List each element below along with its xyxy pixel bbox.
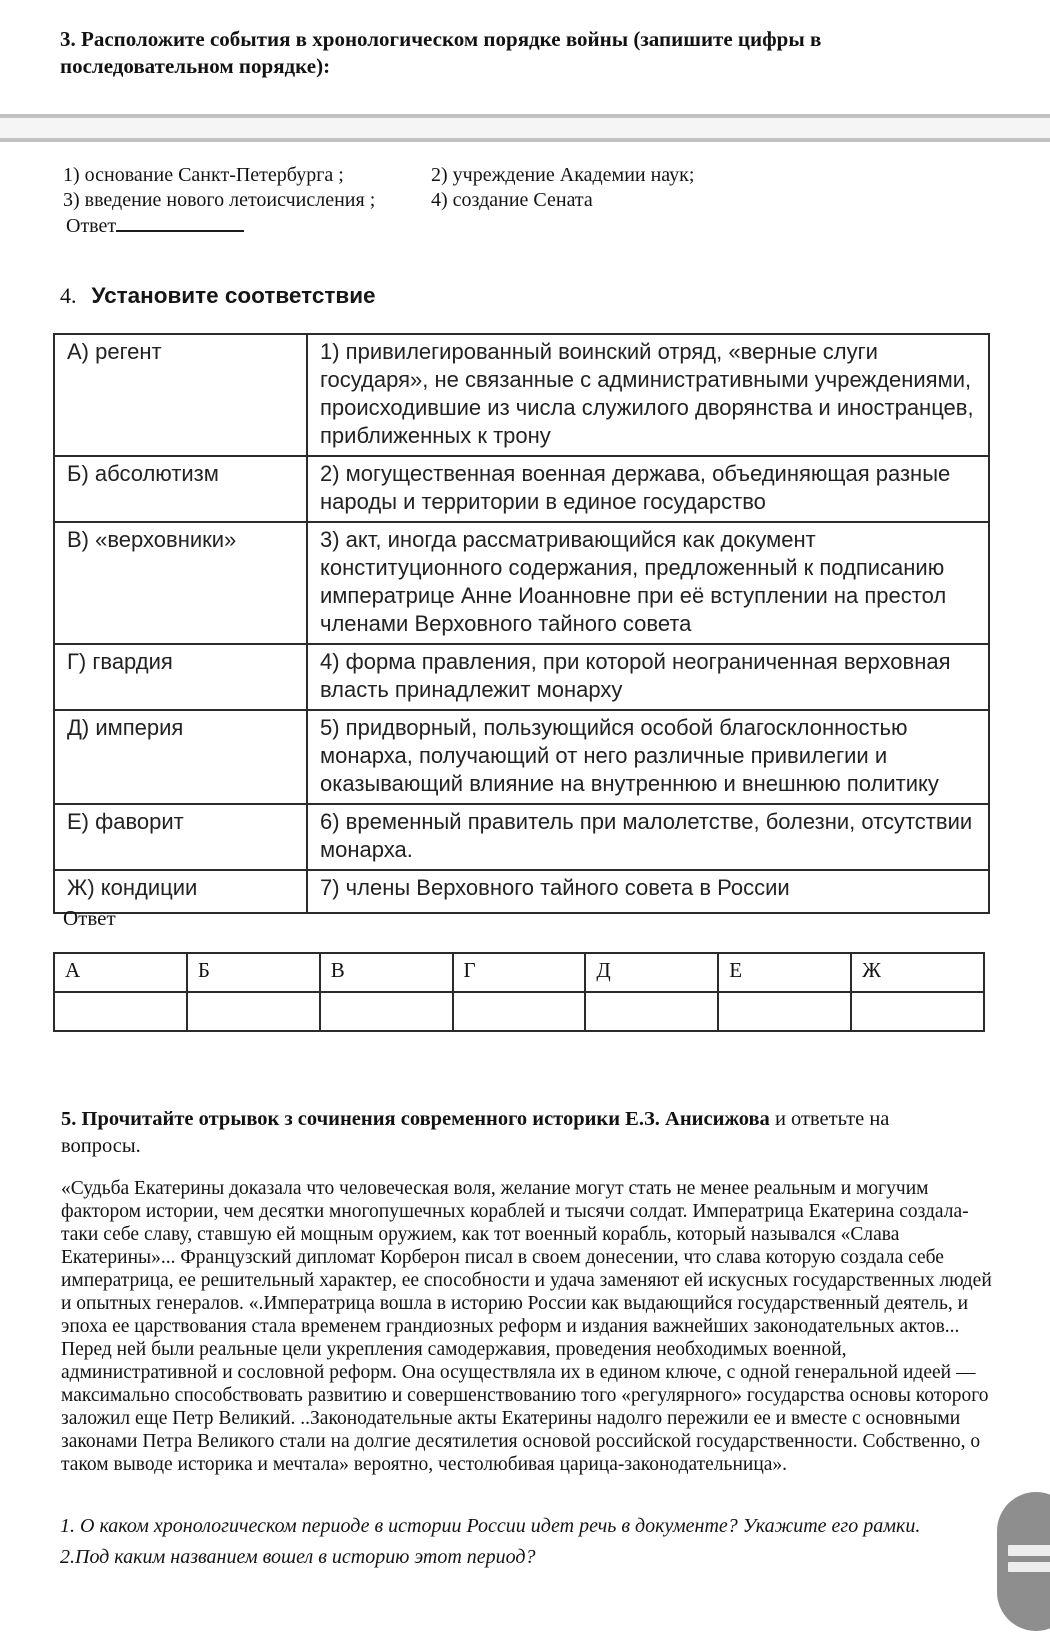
event-item-2: 2) учреждение Академии наук; xyxy=(431,164,695,186)
section4-heading xyxy=(60,283,376,309)
event-item-1: 1) основание Санкт-Петербурга ; xyxy=(63,164,344,186)
term-cell: Ж) кондиции xyxy=(54,870,307,913)
answer-header-cell: Д xyxy=(585,953,718,992)
section4-title: Установите соответствие xyxy=(91,283,376,308)
definition-cell: 2) могущественная военная держава, объединяющая разные народы и территории в единое государство xyxy=(307,456,989,522)
table-row xyxy=(54,456,989,522)
answer-cell[interactable] xyxy=(453,992,586,1031)
term-cell: Б) абсолютизм xyxy=(54,456,307,522)
answer-cell[interactable] xyxy=(718,992,851,1031)
answer-blank[interactable] xyxy=(116,213,244,232)
table-row xyxy=(54,804,989,870)
term-cell: А) регент xyxy=(54,334,307,456)
matching-table xyxy=(53,333,990,914)
section5-heading xyxy=(61,1106,973,1160)
table-row xyxy=(54,522,989,644)
table-row xyxy=(54,644,989,710)
answer-header-row xyxy=(54,953,984,992)
question-2: 2.Под каким названием вошел в историю этот период? xyxy=(60,1546,536,1568)
definition-cell: 5) придворный, пользующийся особой благосклонностью монарха, получающий от него различные привилегии и оказывающий влияние на внутреннюю и внешнюю политику xyxy=(307,710,989,804)
answer-cell[interactable] xyxy=(585,992,718,1031)
answer-header-cell: Б xyxy=(187,953,320,992)
table-row xyxy=(54,334,989,456)
section3-answer-line xyxy=(66,213,244,239)
section4-answer-label: Ответ xyxy=(63,906,116,930)
hamburger-line xyxy=(1008,1545,1050,1556)
term-cell: Е) фаворит xyxy=(54,804,307,870)
event-item-4: 4) создание Сената xyxy=(431,189,593,211)
section5-heading-regular: и ответьте на вопросы. xyxy=(61,1108,890,1157)
answer-cell[interactable] xyxy=(851,992,984,1031)
answer-cell[interactable] xyxy=(320,992,453,1031)
answer-cell[interactable] xyxy=(187,992,320,1031)
term-cell: Д) империя xyxy=(54,710,307,804)
answer-label: Ответ xyxy=(66,215,117,237)
question-1: 1. О каком хронологическом периоде в истории России идет речь в документе? Укажите его рамки. xyxy=(60,1515,921,1537)
definition-cell: 3) акт, иногда рассматривающийся как документ конституционного содержания, предложенный к подписанию императрице Анне Иоанновне при её вступлении на престол членами Верховного тайного совета xyxy=(307,522,989,644)
term-cell: Г) гвардия xyxy=(54,644,307,710)
section4-number: 4. xyxy=(60,283,77,308)
answer-header-cell: В xyxy=(320,953,453,992)
answer-header-cell: А xyxy=(54,953,187,992)
definition-cell: 4) форма правления, при которой неограниченная верховная власть принадлежит монарху xyxy=(307,644,989,710)
answer-header-cell: Ж xyxy=(851,953,984,992)
answer-header-cell: Г xyxy=(453,953,586,992)
section5-heading-bold: 5. Прочитайте отрывок з сочинения современного историки Е.З. Анисижова xyxy=(61,1108,770,1130)
definition-cell: 7) члены Верховного тайного совета в России xyxy=(307,870,989,913)
questions-block xyxy=(60,1511,1035,1573)
table-row xyxy=(54,710,989,804)
events-list xyxy=(63,163,823,213)
term-cell: В) «верховники» xyxy=(54,522,307,644)
event-item-3: 3) введение нового летоисчисления ; xyxy=(63,189,376,211)
scroll-handle-button[interactable] xyxy=(997,1492,1050,1631)
page-separator xyxy=(0,114,1050,142)
answer-value-row xyxy=(54,992,984,1031)
definition-cell: 1) привилегированный воинский отряд, «верные слуги государя», не связанные с административными учреждениями, происходившие из числа служилого дворянства и иностранцев, приближенных к трону xyxy=(307,334,989,456)
section3-heading: 3. Расположите события в хронологическом порядке войны (запишите цифры в последовательном порядке): xyxy=(60,27,822,78)
answer-cell[interactable] xyxy=(54,992,187,1031)
hamburger-line xyxy=(1008,1562,1050,1572)
answer-table xyxy=(53,952,985,1032)
answer-header-cell: Е xyxy=(718,953,851,992)
definition-cell: 6) временный правитель при малолетстве, болезни, отсутствии монарха. xyxy=(307,804,989,870)
table-row xyxy=(54,870,989,913)
passage-text: «Судьба Екатерины доказала что человеческая воля, желание могут стать не менее реальным и могучим фактором истории, чем десятки многопушечных кораблей и тысячи солдат. Императрица Екатерина создала-таки себе славу, ставшую ей мощным оружием, как тот военный корабль, который назывался «Слава Екатерины»... Французский дипломат Корберон писал в своем донесении, что слава которую создала себе императрица, ее решительный характер, ее способности и удача заменяют ей искусных государственных людей и опытных генералов. «.Императрица вошла в историю России как выдающийся государственный деятель, и эпоха ее царствования стала временем грандиозных реформ и издания важнейших законодательных актов... Перед ней были реальные цели укрепления самодержавия, проведения необходимых военной, административной и сословной реформ. Она осуществляла их в едином ключе, с одной генеральной идеей — максимально способствовать развитию и совершенствованию того «регулярного» государства основы которого заложил еще Петр Великий. ..Законодательные акты Екатерины надолго пережили ее и вместе с основными законами Петра Великого стали на долгие десятилетия основой российской государственности. Собственно, о таком выводе историка и мечтала» вероятно, честолюбивая царица-законодательница». xyxy=(61,1178,992,1475)
